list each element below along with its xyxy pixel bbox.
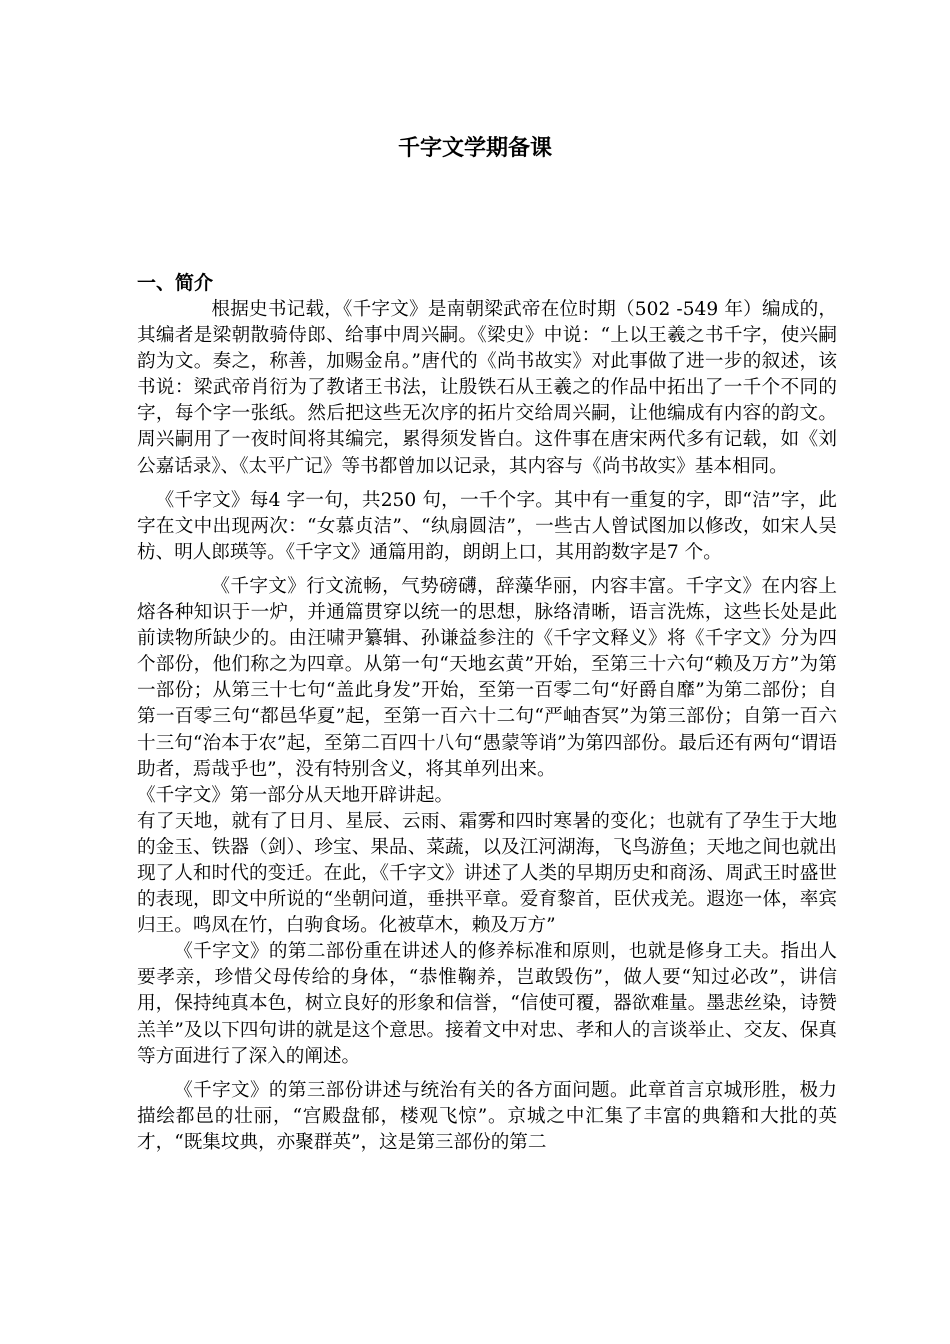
paragraph-part-one-intro: 《千字文》第一部分从天地开辟讲起。	[137, 784, 454, 806]
paragraph-history: 根据史书记载，《千字文》是南朝梁武帝在位时期（502 -549 年）编成的，其编者是梁朝散骑侍郎、给事中周兴嗣。《梁史》中说：“上以王羲之书千字，使兴嗣韵为文。奏之，称善，加赐金帛。”唐代的《尚书故实》对此事做了进一步的叙述，该书说：梁武帝肖衍为了教诸王书法，让殷铁石从王羲之的作品中拓出了一千个不同的字，每个字一张纸。然后把这些无次序的拓片交给周兴嗣，让他编成有内容的韵文。周兴嗣用了一夜时间将其编完，累得须发皆白。这件事在唐宋两代多有记载，如《刘公嘉话录》、《太平广记》等书都曾加以记录，其内容与《尚书故实》基本相同。	[137, 299, 837, 477]
paragraph-part-one: 有了天地，就有了日月、星辰、云雨、霜雾和四时寒暑的变化；也就有了孕生于大地的金玉、铁器（剑）、珍宝、果品、菜蔬，以及江河湖海，飞鸟游鱼；天地之间也就出现了人和时代的变迁。在此，《千字文》讲述了人类的早期历史和商汤、周武王时盛世的表现，即文中所说的“坐朝问道，垂拱平章。爱育黎首，臣伏戎羌。遐迩一体，率宾归王。鸣凤在竹，白驹食场。化被草木，赖及万方”	[137, 810, 837, 937]
paragraph-style: 《千字文》行文流畅，气势磅礴，辞藻华丽，内容丰富。千字文》在内容上熔各种知识于一炉，并通篇贯穿以统一的思想，脉络清晰，语言洗炼，这些长处是此前读物所缺少的。由汪啸尹纂辑、孙谦益参注的《千字文释义》将《千字文》分为四个部份，他们称之为四章。从第一句“天地玄黄”开始，至第三十六句“赖及万方”为第一部份；从第三十七句“盖此身发”开始，至第一百零二句“好爵自靡”为第二部份；自第一百零三句“都邑华夏”起，至第一百六十二句“严岫杳冥”为第三部份；自第一百六十三句“治本于农”起，至第二百四十八句“愚蒙等诮”为第四部份。最后还有两句“谓语助者，焉哉乎也”，没有特别含义，将其单列出来。	[137, 575, 837, 780]
paragraph-part-three: 《千字文》的第三部份讲述与统治有关的各方面问题。此章首言京城形胜，极力描绘都邑的壮丽，“宫殿盘郁，楼观飞惊”。京城之中汇集了丰富的典籍和大批的英才，“既集坟典，亦聚群英”，这是第三部份的第二	[137, 1079, 837, 1153]
paragraph-structure: 《千字文》每4 字一句，共250 句，一千个字。其中有一重复的字，即“洁”字，此字在文中出现两次：“女慕贞洁”、“纨扇圆洁”，一些古人曾试图加以修改，如宋人吴枋、明人郎瑛等。《千字文》通篇用韵，朗朗上口，其用韵数字是7 个。	[137, 489, 837, 563]
document-title: 千字文学期备课	[397, 136, 552, 161]
paragraph-part-two: 《千字文》的第二部份重在讲述人的修养标准和原则，也就是修身工夫。指出人要孝亲，珍惜父母传给的身体，“恭惟鞠养，岂敢毁伤”，做人要“知过必改”，讲信用，保持纯真本色，树立良好的形象和信誉，“信使可覆，器欲难量。墨悲丝染，诗赞羔羊”及以下四句讲的就是这个意思。接着文中对忠、孝和人的言谈举止、交友、保真等方面进行了深入的阐述。	[137, 941, 837, 1067]
document-body	[137, 270, 837, 1156]
section-heading-intro: 一、简介	[137, 272, 214, 294]
